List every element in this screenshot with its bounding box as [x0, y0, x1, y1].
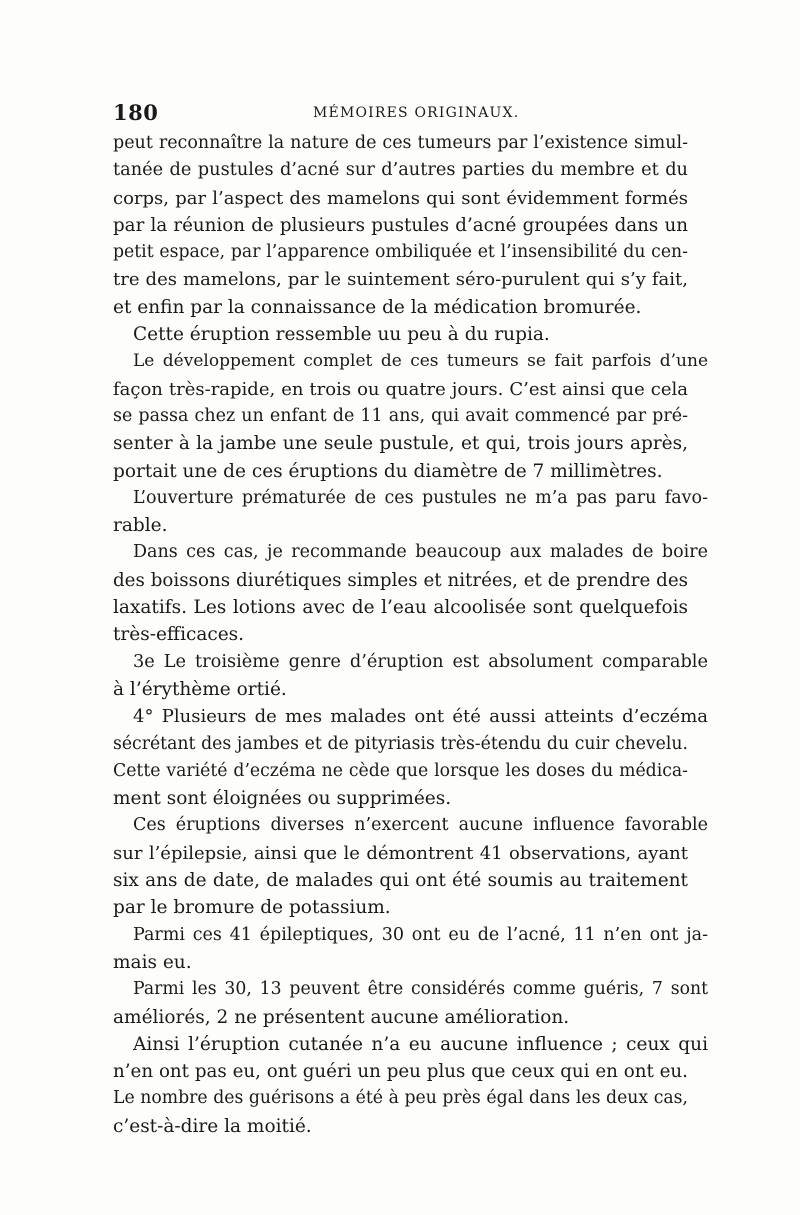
text-line: laxatifs. Les lotions avec de l’eau alcoolisée sont quelquefois — [113, 597, 688, 619]
text-line: et enfin par la connaissance de la médication bromurée. — [113, 296, 642, 318]
body-text — [113, 130, 708, 1140]
text-line: corps, par l’aspect des mamelons qui sont évidemment formés — [113, 187, 688, 209]
text-line: n’en ont pas eu, ont guéri un peu plus que ceux qui en ont eu. — [113, 1061, 688, 1083]
text-line: tre des mamelons, par le suintement séro-purulent qui s’y fait, — [113, 269, 688, 291]
text-line: peut reconnaître la nature de ces tumeurs par l’existence simul- — [113, 133, 688, 153]
text-line: Le nombre des guérisons a été à peu près égal dans les deux cas, — [113, 1088, 688, 1109]
text-line: Dans ces cas, je recommande beaucoup aux malades de boire — [133, 542, 708, 563]
text-line: Le développement complet de ces tumeurs se fait parfois d’une — [133, 351, 708, 372]
text-line: à l’érythème ortié. — [113, 678, 287, 700]
text-line: Cette éruption ressemble uu peu à du rupia. — [133, 324, 550, 346]
text-line: des boissons diurétiques simples et nitrées, et de prendre des — [113, 569, 688, 591]
text-line: 3e Le troisième genre d’éruption est absolument comparable — [133, 651, 708, 672]
text-line: Parmi les 30, 13 peuvent être considérés comme guéris, 7 sont — [133, 979, 708, 1000]
text-line: façon très-rapide, en trois ou quatre jours. C’est ainsi que cela — [113, 378, 688, 400]
text-line: rable. — [113, 515, 168, 537]
text-line: se passa chez un enfant de 11 ans, qui avait commencé par pré- — [113, 405, 688, 426]
text-line: sur l’épilepsie, ainsi que le démontrent 41 observations, ayant — [113, 842, 688, 864]
text-line: Ces éruptions diverses n’exercent aucune influence favorable — [133, 815, 708, 836]
running-head — [113, 100, 688, 130]
text-line: par le bromure de potassium. — [113, 897, 391, 919]
text-line: mais eu. — [113, 951, 192, 973]
page-number: 180 — [113, 100, 159, 125]
text-line: tanée de pustules d’acné sur d’autres parties du membre et du — [113, 160, 688, 181]
text-line: Parmi ces 41 épileptiques, 30 ont eu de l’acné, 11 n’en ont ja- — [133, 924, 708, 945]
text-line: améliorés, 2 ne présentent aucune amélioration. — [113, 1006, 570, 1028]
text-line: L’ouverture prématurée de ces pustules ne m’a pas paru favo- — [133, 487, 708, 508]
text-line: ment sont éloignées ou supprimées. — [113, 788, 452, 810]
text-line: senter à la jambe une seule pustule, et qui, trois jours après, — [113, 433, 688, 455]
text-line: Cette variété d’eczéma ne cède que lorsque les doses du médica- — [113, 760, 688, 781]
text-line: petit espace, par l’apparence ombiliquée et l’insensibilité du cen- — [113, 242, 688, 263]
text-line: portait une de ces éruptions du diamètre de 7 millimètres. — [113, 460, 663, 482]
text-line: par la réunion de plusieurs pustules d’acné groupées dans un — [113, 214, 688, 236]
running-title: MÉMOIRES ORIGINAUX. — [313, 105, 520, 121]
text-line: 4° Plusieurs de mes malades ont été aussi atteints d’eczéma — [133, 706, 708, 728]
text-line: six ans de date, de malades qui ont été soumis au traitement — [113, 870, 688, 892]
text-line: sécrétant des jambes et de pityriasis très-étendu du cuir chevelu. — [113, 733, 688, 754]
text-line: c’est-à-dire la moitié. — [113, 1115, 312, 1137]
text-line: très-efficaces. — [113, 624, 245, 646]
text-line: Ainsi l’éruption cutanée n’a eu aucune influence ; ceux qui — [133, 1033, 708, 1055]
